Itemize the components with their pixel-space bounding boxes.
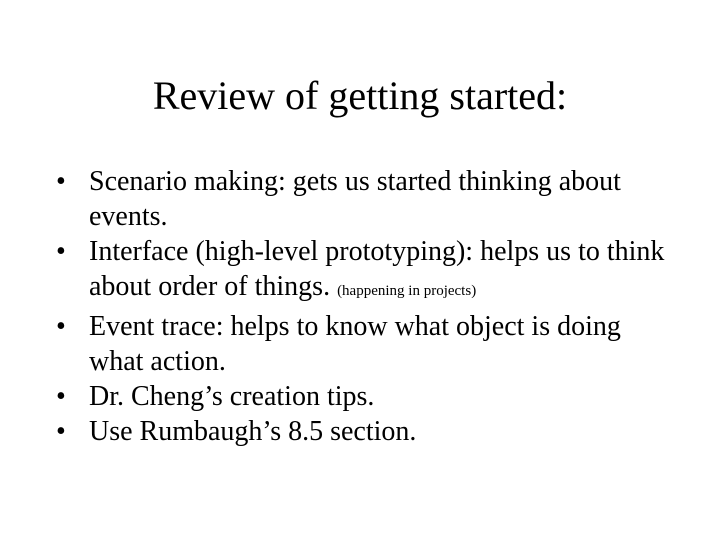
bullet-icon: • [56, 166, 66, 197]
bullet-text: Scenario making: gets us started thinking about events. [89, 166, 621, 232]
bullet-item-event-trace [56, 309, 676, 379]
bullet-icon: • [56, 381, 66, 412]
bullet-icon: • [56, 236, 66, 267]
bullet-text: Dr. Cheng’s creation tips. [89, 381, 375, 412]
bullet-item-interface [56, 234, 676, 309]
bullet-item-rumbaugh-section [56, 414, 676, 449]
slide-title: Review of getting started: [152, 73, 568, 118]
bullet-list [56, 164, 676, 449]
bullet-note: (happening in projects) [337, 283, 477, 299]
bullet-text: Event trace: helps to know what object is doing what action. [89, 311, 621, 377]
bullet-text: Use Rumbaugh’s 8.5 section. [89, 416, 417, 447]
bullet-text: Interface (high-level prototyping): helps us to think about order of things. [89, 236, 665, 302]
bullet-item-creation-tips [56, 379, 676, 414]
bullet-item-scenario-making [56, 164, 676, 234]
bullet-icon: • [56, 416, 66, 447]
bullet-icon: • [56, 311, 66, 342]
